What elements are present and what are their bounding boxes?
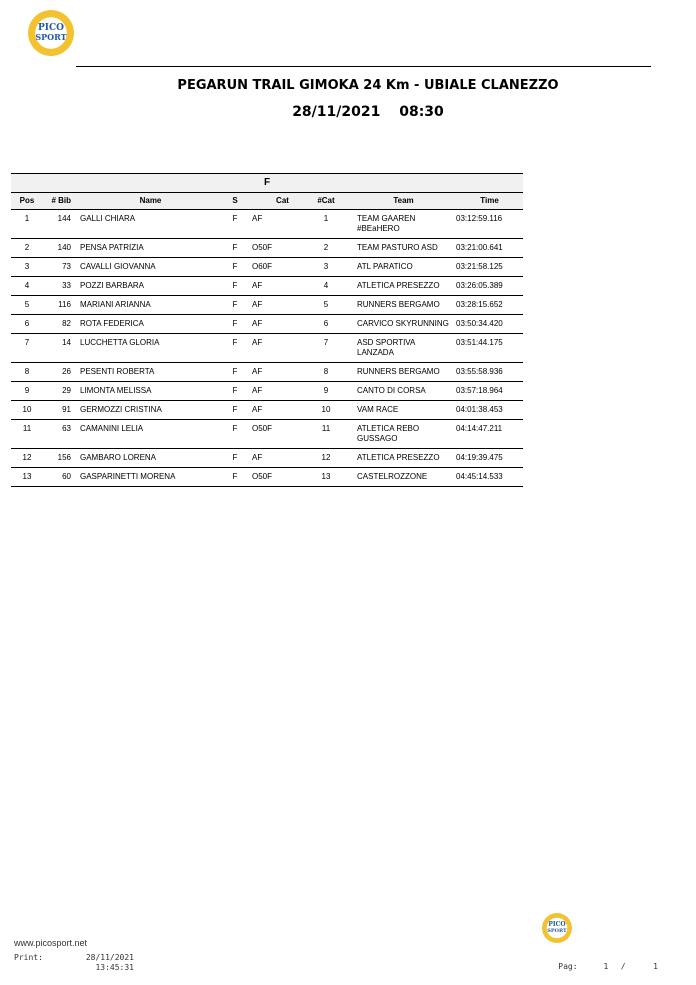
cell-bib: 14 xyxy=(62,338,71,347)
cell-time: 03:28:15.652 xyxy=(456,300,503,309)
cell-sex: F xyxy=(232,367,238,376)
cell-name: POZZI BARBARA xyxy=(80,281,145,290)
cell-cat: AF xyxy=(252,453,263,462)
cell-time: 03:21:00.641 xyxy=(456,243,503,252)
cell-team: CASTELROZZONE xyxy=(357,472,428,481)
cell-team: ATLETICA PRESEZZO xyxy=(357,281,440,290)
cell-team: ATL PARATICO xyxy=(357,262,413,271)
cell-bib: 156 xyxy=(57,453,71,462)
cell-pos: 8 xyxy=(24,367,30,376)
cell-sex: F xyxy=(232,243,238,252)
group-header: F xyxy=(11,173,523,192)
table-row xyxy=(11,401,523,420)
cell-bib: 60 xyxy=(62,472,71,481)
cell-time: 03:50:34.420 xyxy=(456,319,503,328)
cell-team: RUNNERS BERGAMO xyxy=(357,300,440,309)
column-cat: Cat xyxy=(276,196,289,205)
race-date-time xyxy=(40,104,696,120)
cell-name: GAMBARO LORENA xyxy=(80,453,157,462)
cell-bib: 29 xyxy=(62,386,71,395)
cell-sex: F xyxy=(232,319,238,328)
cell-time: 03:55:58.936 xyxy=(456,367,503,376)
cell-time: 04:14:47.211 xyxy=(456,424,503,433)
cell-cat: O50F xyxy=(252,424,273,433)
print-label: Print: xyxy=(14,953,43,962)
cell-pos: 9 xyxy=(24,386,30,395)
cell-name: GERMOZZI CRISTINA xyxy=(80,405,162,414)
cell-cat-rank: 11 xyxy=(321,424,331,433)
cell-pos: 4 xyxy=(24,281,30,290)
column-pos: Pos xyxy=(19,196,35,205)
cell-team: VAM RACE xyxy=(357,405,399,414)
results-body xyxy=(11,210,523,487)
cell-bib: 144 xyxy=(57,214,71,223)
cell-cat: O50F xyxy=(252,243,273,252)
cell-bib: 116 xyxy=(58,300,71,309)
cell-sex: F xyxy=(232,386,238,395)
cell-cat: O50F xyxy=(252,472,273,481)
table-row xyxy=(11,363,523,382)
cell-cat: AF xyxy=(252,405,263,414)
cell-team: ATLETICA PRESEZZO xyxy=(357,453,440,462)
race-date: 28/11/2021 xyxy=(292,104,381,120)
picosport-logo xyxy=(28,10,74,56)
website-url: www.picosport.net xyxy=(14,938,88,948)
cell-cat-rank: 12 xyxy=(321,453,331,462)
cell-name: CAMANINI LELIA xyxy=(80,424,144,433)
cell-time: 03:51:44.175 xyxy=(456,338,503,347)
cell-pos: 13 xyxy=(22,472,32,481)
cell-pos: 5 xyxy=(24,300,30,309)
cell-pos: 12 xyxy=(22,453,32,462)
cell-time: 04:01:38.453 xyxy=(456,405,503,414)
picosport-footer-logo xyxy=(542,913,572,943)
cell-name: GALLI CHIARA xyxy=(80,214,136,223)
cell-team: ATLETICA REBO GUSSAGO xyxy=(357,424,420,443)
header-rule xyxy=(76,66,651,67)
column-team: Team xyxy=(393,196,414,205)
table-row xyxy=(11,382,523,401)
table-row xyxy=(11,449,523,468)
cell-name: ROTA FEDERICA xyxy=(80,319,144,328)
table-row xyxy=(11,296,523,315)
column-time: Time xyxy=(480,196,499,205)
cell-sex: F xyxy=(232,300,238,309)
cell-team: TEAM GAAREN #BEaHERO xyxy=(357,214,416,233)
cell-name: PESENTI ROBERTA xyxy=(80,367,155,376)
cell-time: 04:45:14.533 xyxy=(456,472,503,481)
cell-cat: AF xyxy=(252,214,263,223)
cell-pos: 7 xyxy=(24,338,30,347)
cell-pos: 11 xyxy=(22,424,32,433)
cell-cat-rank: 5 xyxy=(323,300,329,309)
logo-text-line1: PICO xyxy=(38,23,64,33)
table-row xyxy=(11,239,523,258)
cell-cat: AF xyxy=(252,338,263,347)
column-header-row xyxy=(11,192,523,210)
table-row xyxy=(11,210,523,239)
cell-team: TEAM PASTURO ASD xyxy=(357,243,438,252)
race-time: 08:30 xyxy=(399,104,444,120)
cell-cat-rank: 8 xyxy=(323,367,329,376)
results-table xyxy=(11,173,523,487)
table-row xyxy=(11,420,523,449)
cell-time: 04:19:39.475 xyxy=(456,453,503,462)
cell-bib: 73 xyxy=(62,262,71,271)
cell-pos: 6 xyxy=(24,319,30,328)
cell-bib: 63 xyxy=(62,424,71,433)
cell-sex: F xyxy=(232,214,238,223)
cell-time: 03:26:05.389 xyxy=(456,281,503,290)
column-name: Name xyxy=(139,196,162,205)
page-total: 1 xyxy=(653,962,658,971)
cell-name: CAVALLI GIOVANNA xyxy=(80,262,156,271)
column-sex: S xyxy=(232,196,238,205)
column-bib: # Bib xyxy=(51,196,71,205)
logo-text-line2: SPORT xyxy=(35,32,67,42)
cell-cat: AF xyxy=(252,367,263,376)
cell-sex: F xyxy=(232,281,238,290)
cell-bib: 82 xyxy=(62,319,71,328)
cell-cat-rank: 13 xyxy=(321,472,331,481)
cell-sex: F xyxy=(232,338,238,347)
cell-cat-rank: 1 xyxy=(323,214,329,223)
cell-cat: AF xyxy=(252,319,263,328)
cell-pos: 1 xyxy=(24,214,30,223)
cell-sex: F xyxy=(232,472,238,481)
table-row xyxy=(11,277,523,296)
cell-cat-rank: 9 xyxy=(323,386,329,395)
page-current: 1 xyxy=(603,962,609,971)
cell-cat-rank: 6 xyxy=(323,319,329,328)
column-cat-rank: #Cat xyxy=(317,196,335,205)
cell-cat: O60F xyxy=(252,262,273,271)
cell-cat-rank: 3 xyxy=(323,262,329,271)
cell-bib: 91 xyxy=(62,405,71,414)
cell-team: CARVICO SKYRUNNING xyxy=(357,319,449,328)
cell-time: 03:57:18.964 xyxy=(456,386,503,395)
cell-pos: 3 xyxy=(24,262,30,271)
footer-logo-text-line2: SPORT xyxy=(547,928,567,934)
print-date: 28/11/2021 xyxy=(85,953,134,962)
cell-pos: 10 xyxy=(22,405,32,414)
cell-cat-rank: 10 xyxy=(321,405,331,414)
cell-cat-rank: 2 xyxy=(323,243,329,252)
cell-team: ASD SPORTIVA LANZADA xyxy=(357,338,415,357)
cell-sex: F xyxy=(232,405,238,414)
table-row xyxy=(11,334,523,363)
table-row xyxy=(11,315,523,334)
page-info xyxy=(558,962,658,971)
race-title: PEGARUN TRAIL GIMOKA 24 Km - UBIALE CLANEZZO xyxy=(177,78,559,93)
cell-time: 03:21:58.125 xyxy=(456,262,503,271)
cell-name: PENSA PATRIZIA xyxy=(80,243,144,252)
cell-sex: F xyxy=(232,262,238,271)
footer-logo-text-line1: PICO xyxy=(548,921,566,928)
cell-pos: 2 xyxy=(24,243,30,252)
table-row xyxy=(11,468,523,487)
cell-bib: 140 xyxy=(57,243,71,252)
cell-name: MARIANI ARIANNA xyxy=(80,300,151,309)
cell-cat-rank: 7 xyxy=(323,338,329,347)
cell-sex: F xyxy=(232,424,238,433)
cell-cat: AF xyxy=(252,386,263,395)
cell-cat-rank: 4 xyxy=(323,281,329,290)
cell-time: 03:12:59.116 xyxy=(456,214,503,223)
cell-sex: F xyxy=(232,453,238,462)
table-row xyxy=(11,258,523,277)
cell-bib: 33 xyxy=(62,281,71,290)
print-time: 13:45:31 xyxy=(95,963,134,972)
cell-name: GASPARINETTI MORENA xyxy=(80,472,176,481)
cell-bib: 26 xyxy=(62,367,71,376)
page-label: Pag: xyxy=(558,962,578,971)
cell-name: LUCCHETTA GLORIA xyxy=(80,338,160,347)
cell-team: CANTO DI CORSA xyxy=(357,386,426,395)
page-separator: / xyxy=(620,962,626,971)
cell-team: RUNNERS BERGAMO xyxy=(357,367,440,376)
cell-cat: AF xyxy=(252,300,263,309)
cell-cat: AF xyxy=(252,281,263,290)
cell-name: LIMONTA MELISSA xyxy=(80,386,152,395)
